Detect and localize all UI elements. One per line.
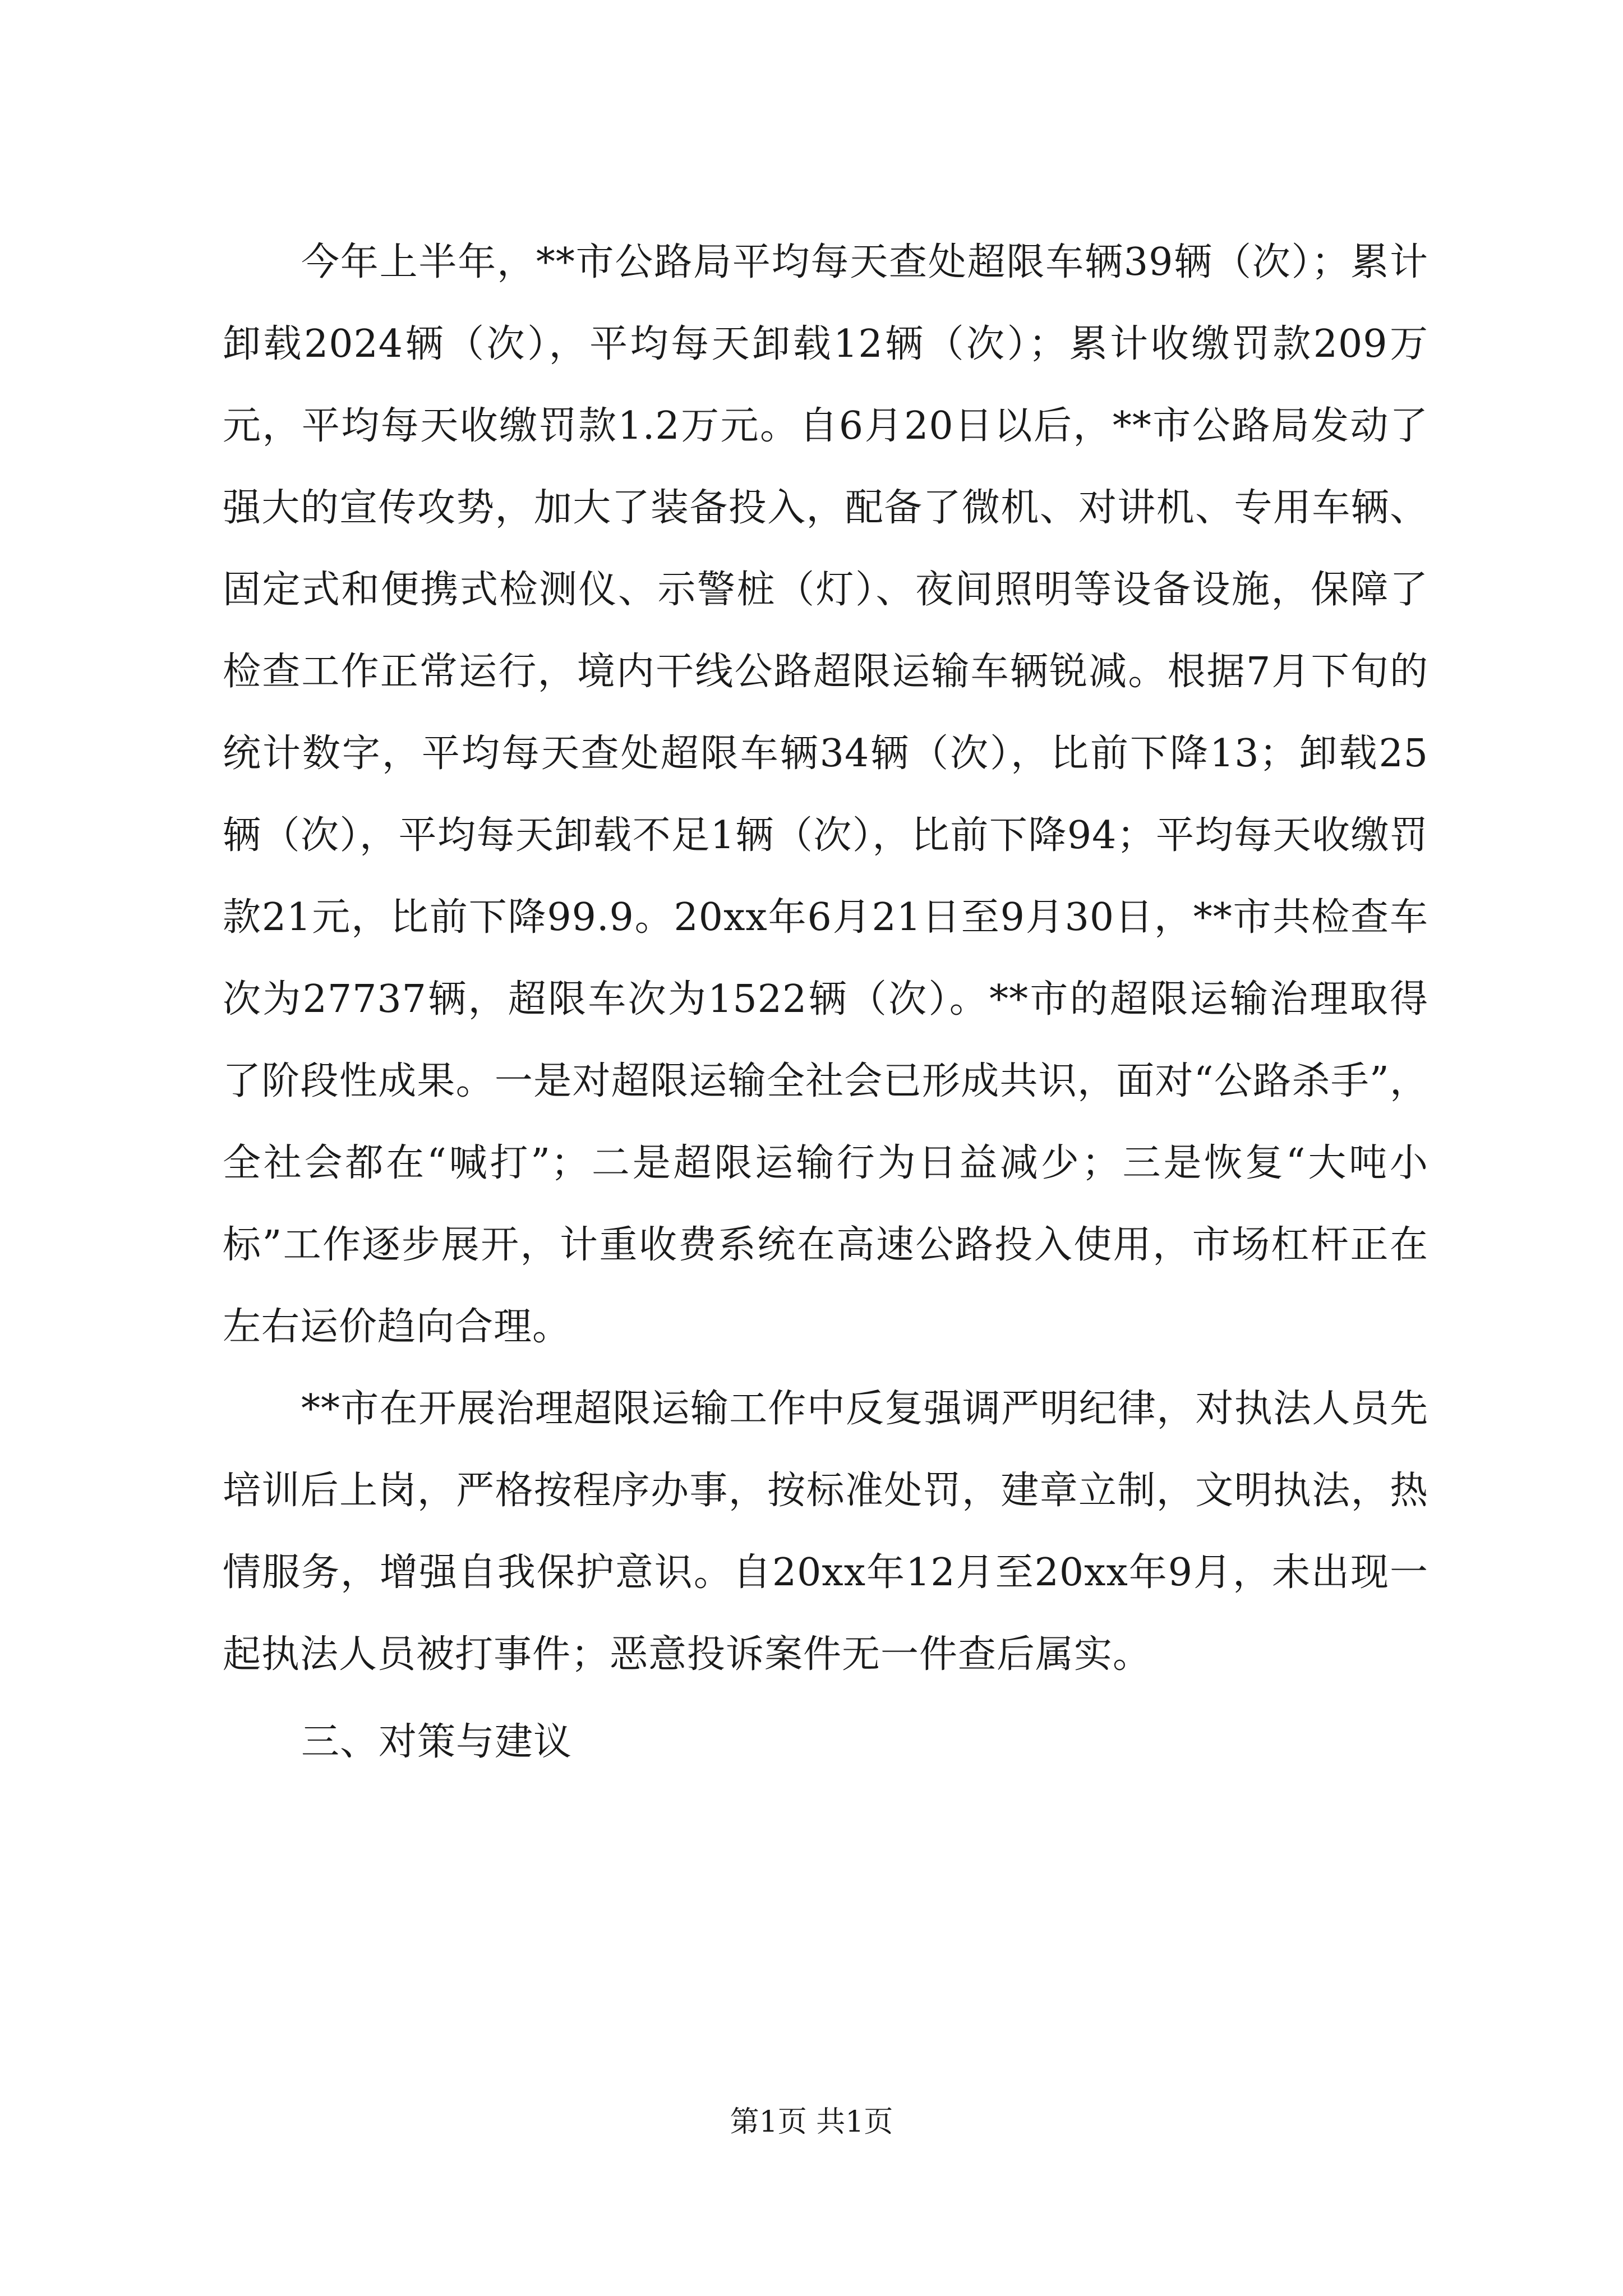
page-footer: 第1页 共1页 (730, 2105, 893, 2139)
section-heading: 三、对策与建议 (301, 1720, 573, 1764)
document-body (223, 222, 1428, 1783)
paragraph-discipline: **市在开展治理超限运输工作中反复强调严明纪律，对执法人员先培训后上岗，严格按程序办事，按标准处罚，建章立制，文明执法，热情服务，增强自我保护意识。自20xx年12月至20xx年9月，未出现一起执法人员被打事件；恶意投诉案件无一件查后属实。 (223, 1387, 1428, 1677)
paragraph-overload-results: 今年上半年，**市公路局平均每天查处超限车辆39辆（次）；累计卸载2024辆（次），平均每天卸载12辆（次）；累计收缴罚款209万元，平均每天收缴罚款1.2万元。自6月20日以后，**市公路局发动了强大的宣传攻势，加大了装备投入，配备了微机、对讲机、专用车辆、固定式和便携式检测仪、示警桩（灯）、夜间照明等设备设施，保障了检查工作正常运行，境内干线公路超限运输车辆锐减。根据7月下旬的统计数字，平均每天查处超限车辆34辆（次），比前下降13；卸载25辆（次），平均每天卸载不足1辆（次），比前下降94；平均每天收缴罚款21元，比前下降99.9。20xx年6月21日至9月30日，**市共检查车次为27737辆，超限车次为1522辆（次）。**市的超限运输治理取得了阶段性成果。一是对超限运输全社会已形成共识，面对“公路杀手”，全社会都在“喊打”；二是超限运输行为日益减少；三是恢复“大吨小标”工作逐步展开，计重收费系统在高速公路投入使用，市场杠杆正在左右运价趋向合理。 (223, 240, 1428, 1349)
